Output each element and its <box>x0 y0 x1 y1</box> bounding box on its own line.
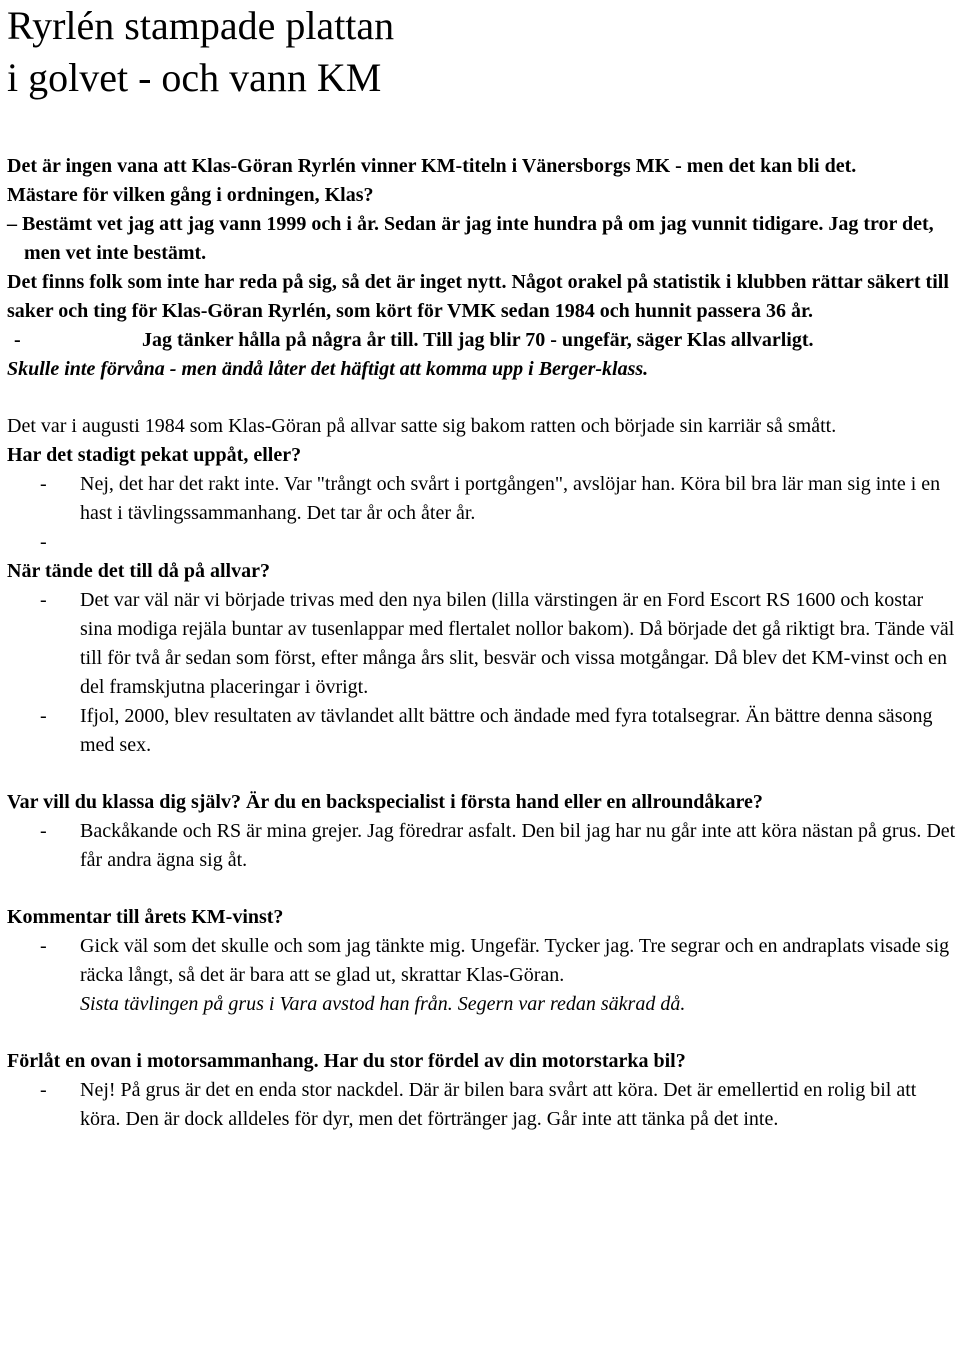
italic-comment: Skulle inte förvåna - men ändå låter det häftigt att komma upp i Berger-klass. <box>7 358 649 380</box>
dash-marker: - <box>40 705 47 727</box>
dash-marker: - <box>40 935 47 957</box>
question-4: Var vill du klassa dig själv? Är du en backspecialist i första hand eller en allroundåkare? <box>7 791 763 813</box>
answer-6-text: Nej! På grus är det en enda stor nackdel. Där är bilen bara svårt att köra. Det är emellertid en rolig bil att köra. Den är dock alldeles för dyr, men det förtränger jag. Går inte att tänka på det inte. <box>80 1079 917 1130</box>
quote-dash-item <box>7 326 957 355</box>
dash-marker: - <box>40 589 47 611</box>
answer-2-text: Nej, det har det rakt inte. Var "trångt och svårt i portgången", avslöjar han. Köra bil bra lär man sig inte i en hast i tävlingssammanhang. Det tar år och åter år. <box>80 473 941 524</box>
answer-2 <box>7 470 957 528</box>
dash-marker: - <box>40 820 47 842</box>
paragraph-2: Det var i augusti 1984 som Klas-Göran på allvar satte sig bakom ratten och började sin karriär så smått. <box>7 415 837 437</box>
headline-line-2: i golvet - och vann KM <box>7 55 382 100</box>
answer-4 <box>7 817 957 875</box>
answer-6 <box>7 1076 957 1134</box>
answer-3a-text: Det var väl när vi började trivas med den nya bilen (lilla värstingen är en Ford Escort RS 1600 och kostar sina modiga rejäla buntar av tusenlappar med flertalet nollor bakom). Då började det gå riktigt bra. Tände väl till för två år sedan som först, efter många års slit, besvär och vissa motgångar. Då blev det KM-vinst och en del framskjutna placeringar i övrigt. <box>80 589 955 698</box>
dash-marker: - <box>40 531 47 553</box>
question-1: Mästare för vilken gång i ordningen, Klas? <box>7 184 374 206</box>
headline-line-1: Ryrlén stampade plattan <box>7 3 395 48</box>
answer-5 <box>7 932 957 1019</box>
answer-4-text: Backåkande och RS är mina grejer. Jag föredrar asfalt. Den bil jag har nu går inte att köra nästan på grus. Det får andra ägna sig åt. <box>80 820 956 871</box>
empty-dash-item <box>7 528 957 557</box>
question-5: Kommentar till årets KM-vinst? <box>7 906 284 928</box>
question-6: Förlåt en ovan i motorsammanhang. Har du stor fördel av din motorstarka bil? <box>7 1050 686 1072</box>
headline <box>7 0 957 104</box>
answer-5-text: Gick väl som det skulle och som jag tänkte mig. Ungefär. Tycker jag. Tre segrar och en andraplats visade sig räcka långt, så det är bara att se glad ut, skrattar Klas-Göran. <box>80 935 950 986</box>
answer-1-continued: Det finns folk som inte har reda på sig, så det är inget nytt. Något orakel på statistik i klubben rättar säkert till saker och ting för Klas-Göran Ryrlén, som kört för VMK sedan 1984 och hunnit passera 36 år. <box>7 271 949 322</box>
quote-dash-text: Jag tänker hålla på några år till. Till jag blir 70 - ungefär, säger Klas allvarligt. <box>142 329 814 351</box>
dash-marker: - <box>14 329 21 351</box>
answer-3b-text: Ifjol, 2000, blev resultaten av tävlandet allt bättre och ändade med fyra totalsegrar. Än bättre denna säsong med sex. <box>80 705 933 756</box>
answer-3a <box>7 586 957 702</box>
answer-5-italic: Sista tävlingen på grus i Vara avstod han från. Segern var redan säkrad då. <box>80 993 686 1015</box>
answer-1: – Bestämt vet jag att jag vann 1999 och i år. Sedan är jag inte hundra på om jag vunnit tidigare. Jag tror det, men vet inte bestämt. <box>7 213 934 264</box>
question-3: När tände det till då på allvar? <box>7 560 270 582</box>
dash-marker: - <box>40 473 47 495</box>
document <box>7 0 957 1134</box>
question-2: Har det stadigt pekat uppåt, eller? <box>7 444 302 466</box>
dash-marker: - <box>40 1079 47 1101</box>
answer-3b <box>7 702 957 760</box>
intro-paragraph: Det är ingen vana att Klas-Göran Ryrlén vinner KM-titeln i Vänersborgs MK - men det kan bli det. <box>7 155 857 177</box>
